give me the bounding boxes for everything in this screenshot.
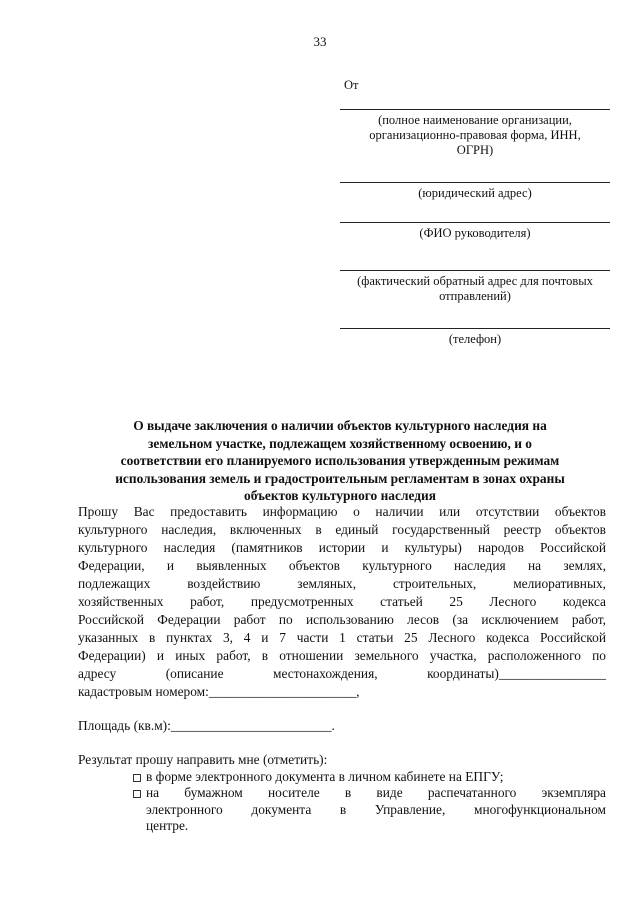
delivery-option-epgu[interactable]: в форме электронного документа в личном кабинете на ЕПГУ; (78, 769, 606, 786)
page-number: 33 (313, 34, 327, 49)
legal-address-caption: (юридический адрес) (418, 186, 532, 200)
document-title: О выдаче заключения о наличии объектов культурного наследия на земельном участке, подлежащем хозяйственному освоению, и о соответствии его планируемого использования утвержденным режимам использования земель и градостроительным регламентам в зонах охраны объектов культурного наследия (115, 418, 565, 503)
checkbox-icon[interactable] (133, 774, 141, 782)
org-name-caption: (полное наименование организации, организационно-правовая форма, ИНН, ОГРН) (369, 113, 581, 157)
mailing-address-caption: (фактический обратный адрес для почтовых отправлений) (357, 274, 593, 303)
checkbox-icon[interactable] (133, 790, 141, 798)
mailing-address-field[interactable] (340, 270, 610, 271)
applicant-header (340, 78, 610, 347)
delivery-option-paper[interactable]: на бумажном носителе в виде распечатанного экземпляра электронного документа в Управление, многофункциональном центре. (78, 785, 606, 835)
director-name-field[interactable] (340, 222, 610, 223)
phone-caption: (телефон) (448, 332, 502, 346)
org-name-field[interactable] (340, 109, 610, 110)
legal-address-field[interactable] (340, 182, 610, 183)
address-field[interactable]: адресу (описание местонахождения, координаты)________________ (78, 666, 606, 681)
director-name-caption: (ФИО руководителя) (419, 226, 531, 240)
area-field[interactable]: Площадь (кв.м):________________________. (78, 718, 335, 733)
from-label: От (344, 78, 359, 92)
result-delivery-section (78, 752, 606, 835)
phone-field[interactable] (340, 328, 610, 329)
cadastral-number-field[interactable]: кадастровым номером:______________________, (78, 684, 360, 699)
result-intro: Результат прошу направить мне (отметить): (78, 752, 328, 767)
request-paragraph: Прошу Вас предоставить информацию о наличии или отсутствии объектов культурного наследия, включенных в единый государственный реестр объектов культурного наследия (памятников истории и культуры) народов Российской Федерации, и выявленных объектов культурного наследия на землях, подлежащих воздействию земляных, строительных, мелиоративных, хозяйственных работ, предусмотренных статьей 25 Лесного кодекса Российской Федерации работ по использованию лесов (за исключением работ, указанных в пунктах 3, 4 и 7 части 1 статьи 25 Лесного кодекса Российской Федерации) и иных работ, в отношении земельного участка, расположенного по адресу (описание местонахождения, координаты)________________ кадастровым номером:______________________, (78, 504, 606, 699)
